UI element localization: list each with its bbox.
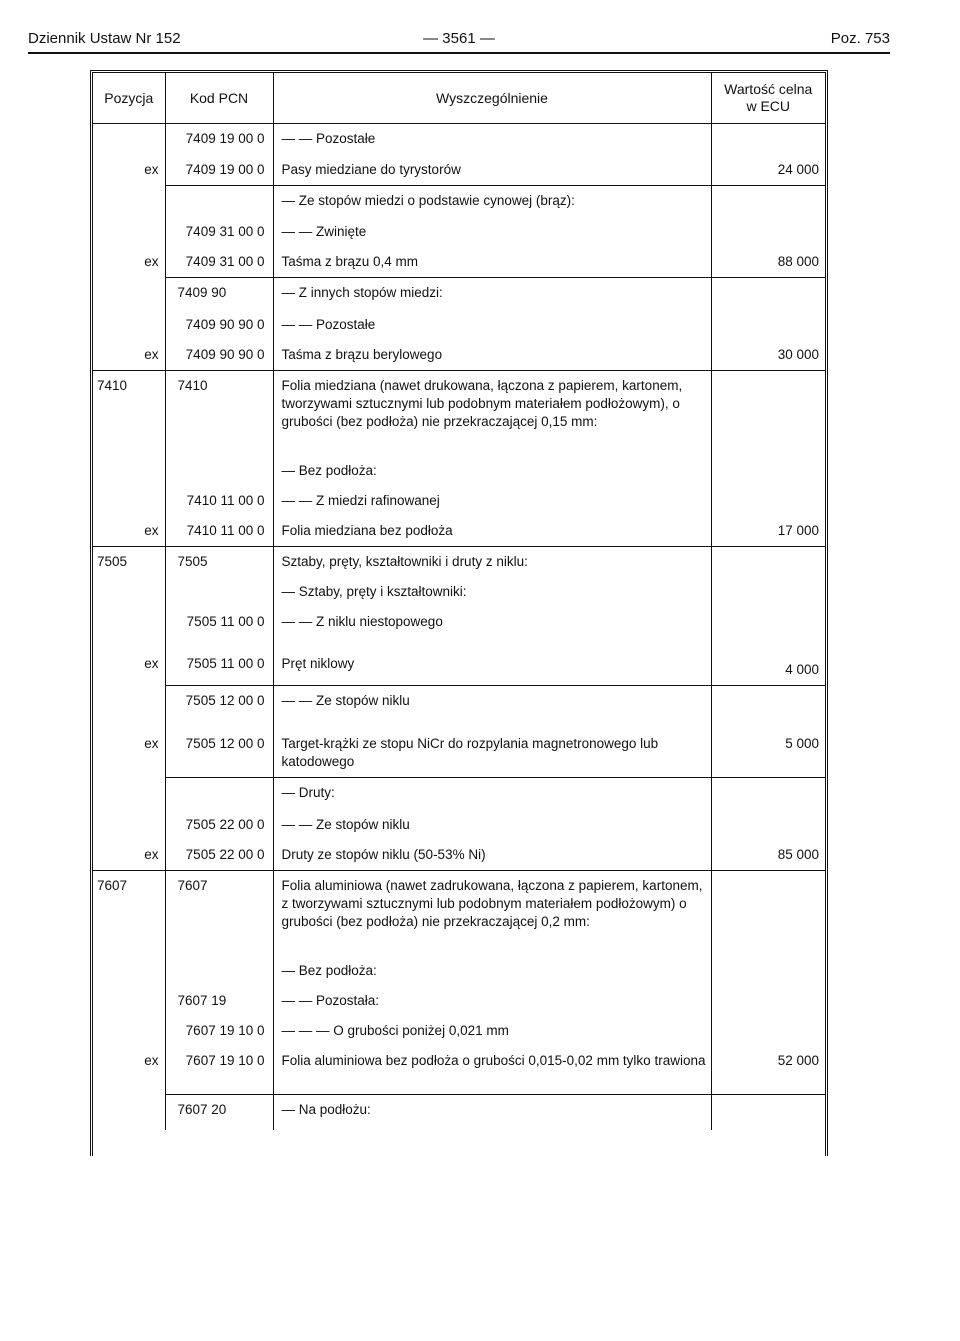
table-row [93,340,825,371]
cell-val [711,124,825,155]
table-row [93,278,825,310]
cell-desc: Druty ze stopów niklu (50-53% Ni) [273,840,711,871]
cell-pos [93,810,165,840]
cell-val [711,486,825,516]
cell-val [711,685,825,729]
cell-pos [93,486,165,516]
table-row [93,649,825,685]
cell-val [711,986,825,1016]
cell-pos: ex [93,1046,165,1094]
cell-val [711,577,825,607]
cell-pos [93,278,165,310]
cell-kod: 7505 12 00 0 [165,729,273,778]
cell-kod: 7505 22 00 0 [165,810,273,840]
cell-desc: — Z innych stopów miedzi: [273,278,711,310]
cell-pos [93,310,165,340]
cell-val: 24 000 [711,155,825,186]
table-row [93,217,825,247]
table-row [93,310,825,340]
cell-kod: 7505 [165,547,273,578]
tariff-table [93,73,825,1130]
table-row [93,155,825,186]
table-row [93,840,825,871]
cell-val [711,607,825,649]
table-row [93,685,825,729]
table-row [93,547,825,578]
cell-kod: 7409 90 90 0 [165,340,273,371]
table-row [93,1046,825,1094]
cell-desc: Pasy miedziane do tyrystorów [273,155,711,186]
cell-pos: ex [93,840,165,871]
cell-val: 4 000 [711,649,825,685]
cell-val [711,370,825,456]
cell-val: 5 000 [711,729,825,778]
col-header-kod: Kod PCN [165,73,273,124]
cell-pos [93,185,165,217]
cell-pos [93,778,165,810]
cell-val: 88 000 [711,247,825,278]
cell-pos: 7505 [93,547,165,578]
cell-kod: 7505 22 00 0 [165,840,273,871]
cell-kod: 7409 90 90 0 [165,310,273,340]
table-row [93,370,825,456]
cell-desc: Folia aluminiowa (nawet zadrukowana, łączona z papierem, kartonem, z tworzywami sztucznymi lub podobnym materiałem podłożowym) o grubości (bez podłoża) nie przekraczającej 0,2 mm: [273,870,711,956]
cell-desc: — Sztaby, pręty i kształtowniki: [273,577,711,607]
header-rule [28,52,890,54]
cell-val [711,185,825,217]
cell-pos: 7607 [93,870,165,956]
cell-val [711,870,825,956]
cell-kod: 7607 20 [165,1094,273,1130]
cell-desc: — — Z miedzi rafinowanej [273,486,711,516]
table-row [93,607,825,649]
cell-desc: Target-krążki ze stopu NiCr do rozpylania magnetronowego lub katodowego [273,729,711,778]
cell-kod: 7607 19 10 0 [165,1046,273,1094]
cell-desc: Taśma z brązu 0,4 mm [273,247,711,278]
cell-val [711,778,825,810]
cell-kod: 7409 19 00 0 [165,124,273,155]
cell-kod [165,185,273,217]
cell-kod: 7505 11 00 0 [165,649,273,685]
cell-desc: Sztaby, pręty, kształtowniki i druty z niklu: [273,547,711,578]
cell-kod: 7410 11 00 0 [165,516,273,547]
cell-kod [165,577,273,607]
cell-pos [93,1094,165,1130]
table-row [93,516,825,547]
cell-val: 30 000 [711,340,825,371]
table-row [93,778,825,810]
cell-kod [165,456,273,486]
cell-pos: 7410 [93,370,165,456]
cell-kod: 7607 19 10 0 [165,1016,273,1046]
cell-desc: — — Ze stopów niklu [273,685,711,729]
cell-kod: 7505 12 00 0 [165,685,273,729]
cell-val [711,456,825,486]
table-header-row [93,73,825,124]
cell-desc: — — Z niklu niestopowego [273,607,711,649]
cell-val [711,547,825,578]
cell-kod: 7410 [165,370,273,456]
cell-desc: — Na podłożu: [273,1094,711,1130]
cell-pos [93,124,165,155]
cell-val [711,956,825,986]
cell-desc: Folia miedziana (nawet drukowana, łączona z papierem, kartonem, tworzywami sztucznymi lub podobnym materiałem podłożowym), o grubości (bez podłoża) nie przekraczającej 0,15 mm: [273,370,711,456]
tariff-table-frame [90,70,828,1156]
cell-pos: ex [93,516,165,547]
page-header [28,30,890,50]
cell-desc: Folia miedziana bez podłoża [273,516,711,547]
cell-pos: ex [93,729,165,778]
cell-desc: — Bez podłoża: [273,956,711,986]
table-row [93,456,825,486]
cell-pos: ex [93,649,165,685]
cell-pos [93,956,165,986]
cell-val: 52 000 [711,1046,825,1094]
cell-pos [93,456,165,486]
cell-val [711,810,825,840]
cell-pos [93,986,165,1016]
page-number: — 3561 — [423,30,495,47]
cell-pos: ex [93,155,165,186]
cell-desc: — Druty: [273,778,711,810]
cell-kod: 7409 19 00 0 [165,155,273,186]
cell-desc: — — Pozostałe [273,124,711,155]
cell-kod: 7607 [165,870,273,956]
cell-desc: — — Pozostałe [273,310,711,340]
cell-desc: — Ze stopów miedzi o podstawie cynowej (brąz): [273,185,711,217]
cell-desc: — — Pozostała: [273,986,711,1016]
position-number: Poz. 753 [830,30,890,47]
table-row [93,810,825,840]
col-header-val-line2: w ECU [746,98,791,114]
table-row [93,185,825,217]
table-row [93,247,825,278]
table-row [93,956,825,986]
cell-kod [165,956,273,986]
cell-val [711,217,825,247]
cell-pos [93,1016,165,1046]
cell-pos: ex [93,247,165,278]
cell-desc: — — Ze stopów niklu [273,810,711,840]
cell-desc: — Bez podłoża: [273,456,711,486]
table-row [93,577,825,607]
cell-val [711,310,825,340]
journal-title: Dziennik Ustaw Nr 152 [28,30,181,47]
table-row [93,1094,825,1130]
table-row [93,124,825,155]
cell-pos [93,607,165,649]
cell-desc: Pręt niklowy [273,649,711,685]
table-body [93,124,825,1131]
col-header-desc: Wyszczególnienie [273,73,711,124]
cell-kod: 7505 11 00 0 [165,607,273,649]
cell-kod: 7409 31 00 0 [165,247,273,278]
cell-val: 17 000 [711,516,825,547]
cell-pos [93,685,165,729]
cell-desc: Folia aluminiowa bez podłoża o grubości 0,015-0,02 mm tylko trawiona [273,1046,711,1094]
cell-desc: — — Zwinięte [273,217,711,247]
cell-kod: 7607 19 [165,986,273,1016]
cell-val [711,278,825,310]
cell-val [711,1094,825,1130]
cell-desc: — — — O grubości poniżej 0,021 mm [273,1016,711,1046]
cell-kod: 7409 90 [165,278,273,310]
table-row [93,986,825,1016]
cell-kod [165,778,273,810]
cell-kod: 7409 31 00 0 [165,217,273,247]
cell-val [711,1016,825,1046]
cell-kod: 7410 11 00 0 [165,486,273,516]
table-row [93,870,825,956]
cell-pos [93,577,165,607]
table-row [93,729,825,778]
cell-pos [93,217,165,247]
col-header-val [711,73,825,124]
col-header-pozycja: Pozycja [93,73,165,124]
cell-pos: ex [93,340,165,371]
table-row [93,486,825,516]
cell-desc: Taśma z brązu berylowego [273,340,711,371]
cell-val: 85 000 [711,840,825,871]
table-row [93,1016,825,1046]
col-header-val-line1: Wartość celna [724,81,813,97]
